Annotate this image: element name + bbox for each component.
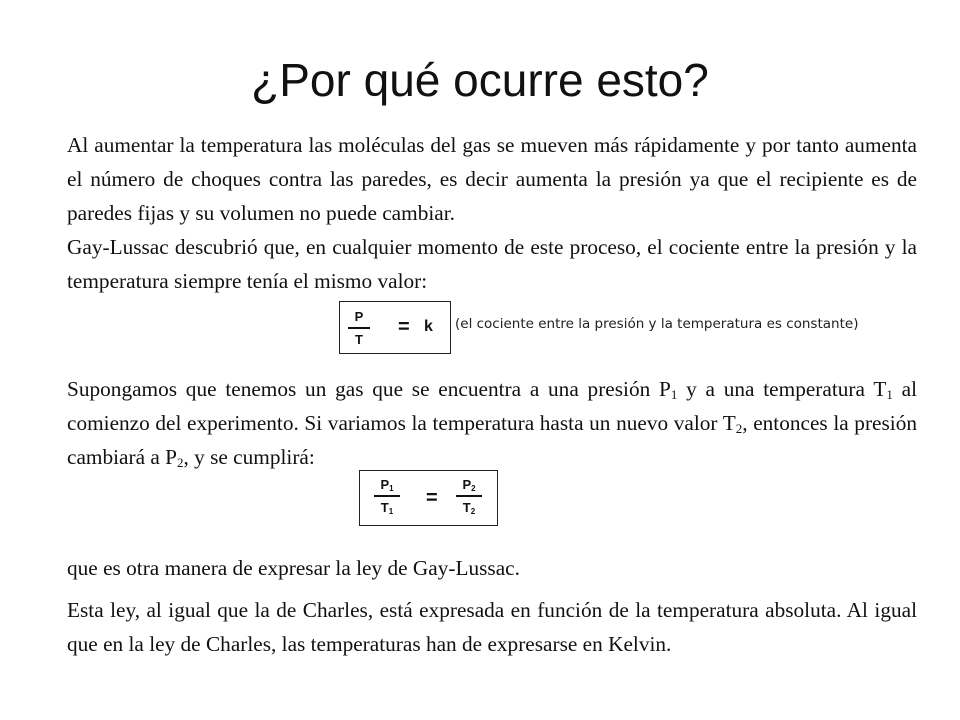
paragraph-absolute-temperature: Esta ley, al igual que la de Charles, está expresada en función de la temperatura absoluta. Al igual que en la ley de Charles, las temperaturas han de expresarse en Kelvin.: [67, 598, 917, 656]
fraction-p2-over-t2: [456, 477, 482, 515]
subscript: 2: [176, 455, 184, 470]
fraction-denominator: [374, 500, 400, 515]
symbol: T: [380, 500, 389, 515]
subscript: 1: [388, 507, 394, 516]
subscript: 1: [886, 387, 893, 402]
fraction-bar: [374, 495, 400, 497]
equals-sign: =: [398, 316, 410, 338]
text-fragment: al comienzo del experimento. Si variamos la temperatura hasta un nuevo valor T: [67, 377, 917, 435]
text-fragment: , entonces la presión cambiará a P: [67, 411, 917, 469]
fraction-p-over-t: [348, 309, 370, 347]
fraction-bar: [456, 495, 482, 497]
text-fragment: Supongamos que tenemos un gas que se encuentra a una presión P: [67, 377, 671, 401]
paragraph-gay-lussac: Gay-Lussac descubrió que, en cualquier momento de este proceso, el cociente entre la presión y la temperatura siempre tenía el mismo valor:: [67, 235, 917, 293]
paragraph-explanation: Al aumentar la temperatura las moléculas del gas se mueven más rápidamente y por tanto aumenta el número de choques contra las paredes, es decir aumenta la presión ya que el recipiente es de paredes fijas y su volumen no puede cambiar.: [67, 133, 917, 225]
slide-title: ¿Por qué ocurre esto?: [251, 54, 709, 106]
formula-p1-t1-equals-p2-t2: [359, 470, 498, 526]
formula-p-over-t-equals-k: [339, 301, 451, 354]
equals-sign: =: [426, 487, 438, 509]
subscript: 2: [735, 421, 743, 436]
subscript: 1: [670, 387, 678, 402]
constant-k: k: [424, 318, 433, 335]
paragraph-supposition: [67, 372, 917, 474]
fraction-bar: [348, 327, 370, 329]
subscript: 2: [470, 507, 476, 516]
text-fragment: y a una temperatura T: [677, 377, 887, 401]
fraction-denominator: T: [355, 332, 363, 347]
subscript: 1: [389, 484, 394, 493]
subscript: 2: [471, 484, 476, 493]
symbol: P: [380, 477, 390, 492]
fraction-numerator: [374, 477, 400, 492]
formula-note: (el cociente entre la presión y la temperatura es constante): [455, 316, 859, 332]
fraction-numerator: P: [354, 309, 364, 324]
fraction-p1-over-t1: [374, 477, 400, 515]
fraction-numerator: [456, 477, 482, 492]
fraction-denominator: [456, 500, 482, 515]
symbol: T: [462, 500, 471, 515]
paragraph-other-expression: que es otra manera de expresar la ley de Gay-Lussac.: [67, 556, 520, 580]
text-fragment: , y se cumplirá:: [183, 445, 315, 469]
symbol: P: [462, 477, 472, 492]
